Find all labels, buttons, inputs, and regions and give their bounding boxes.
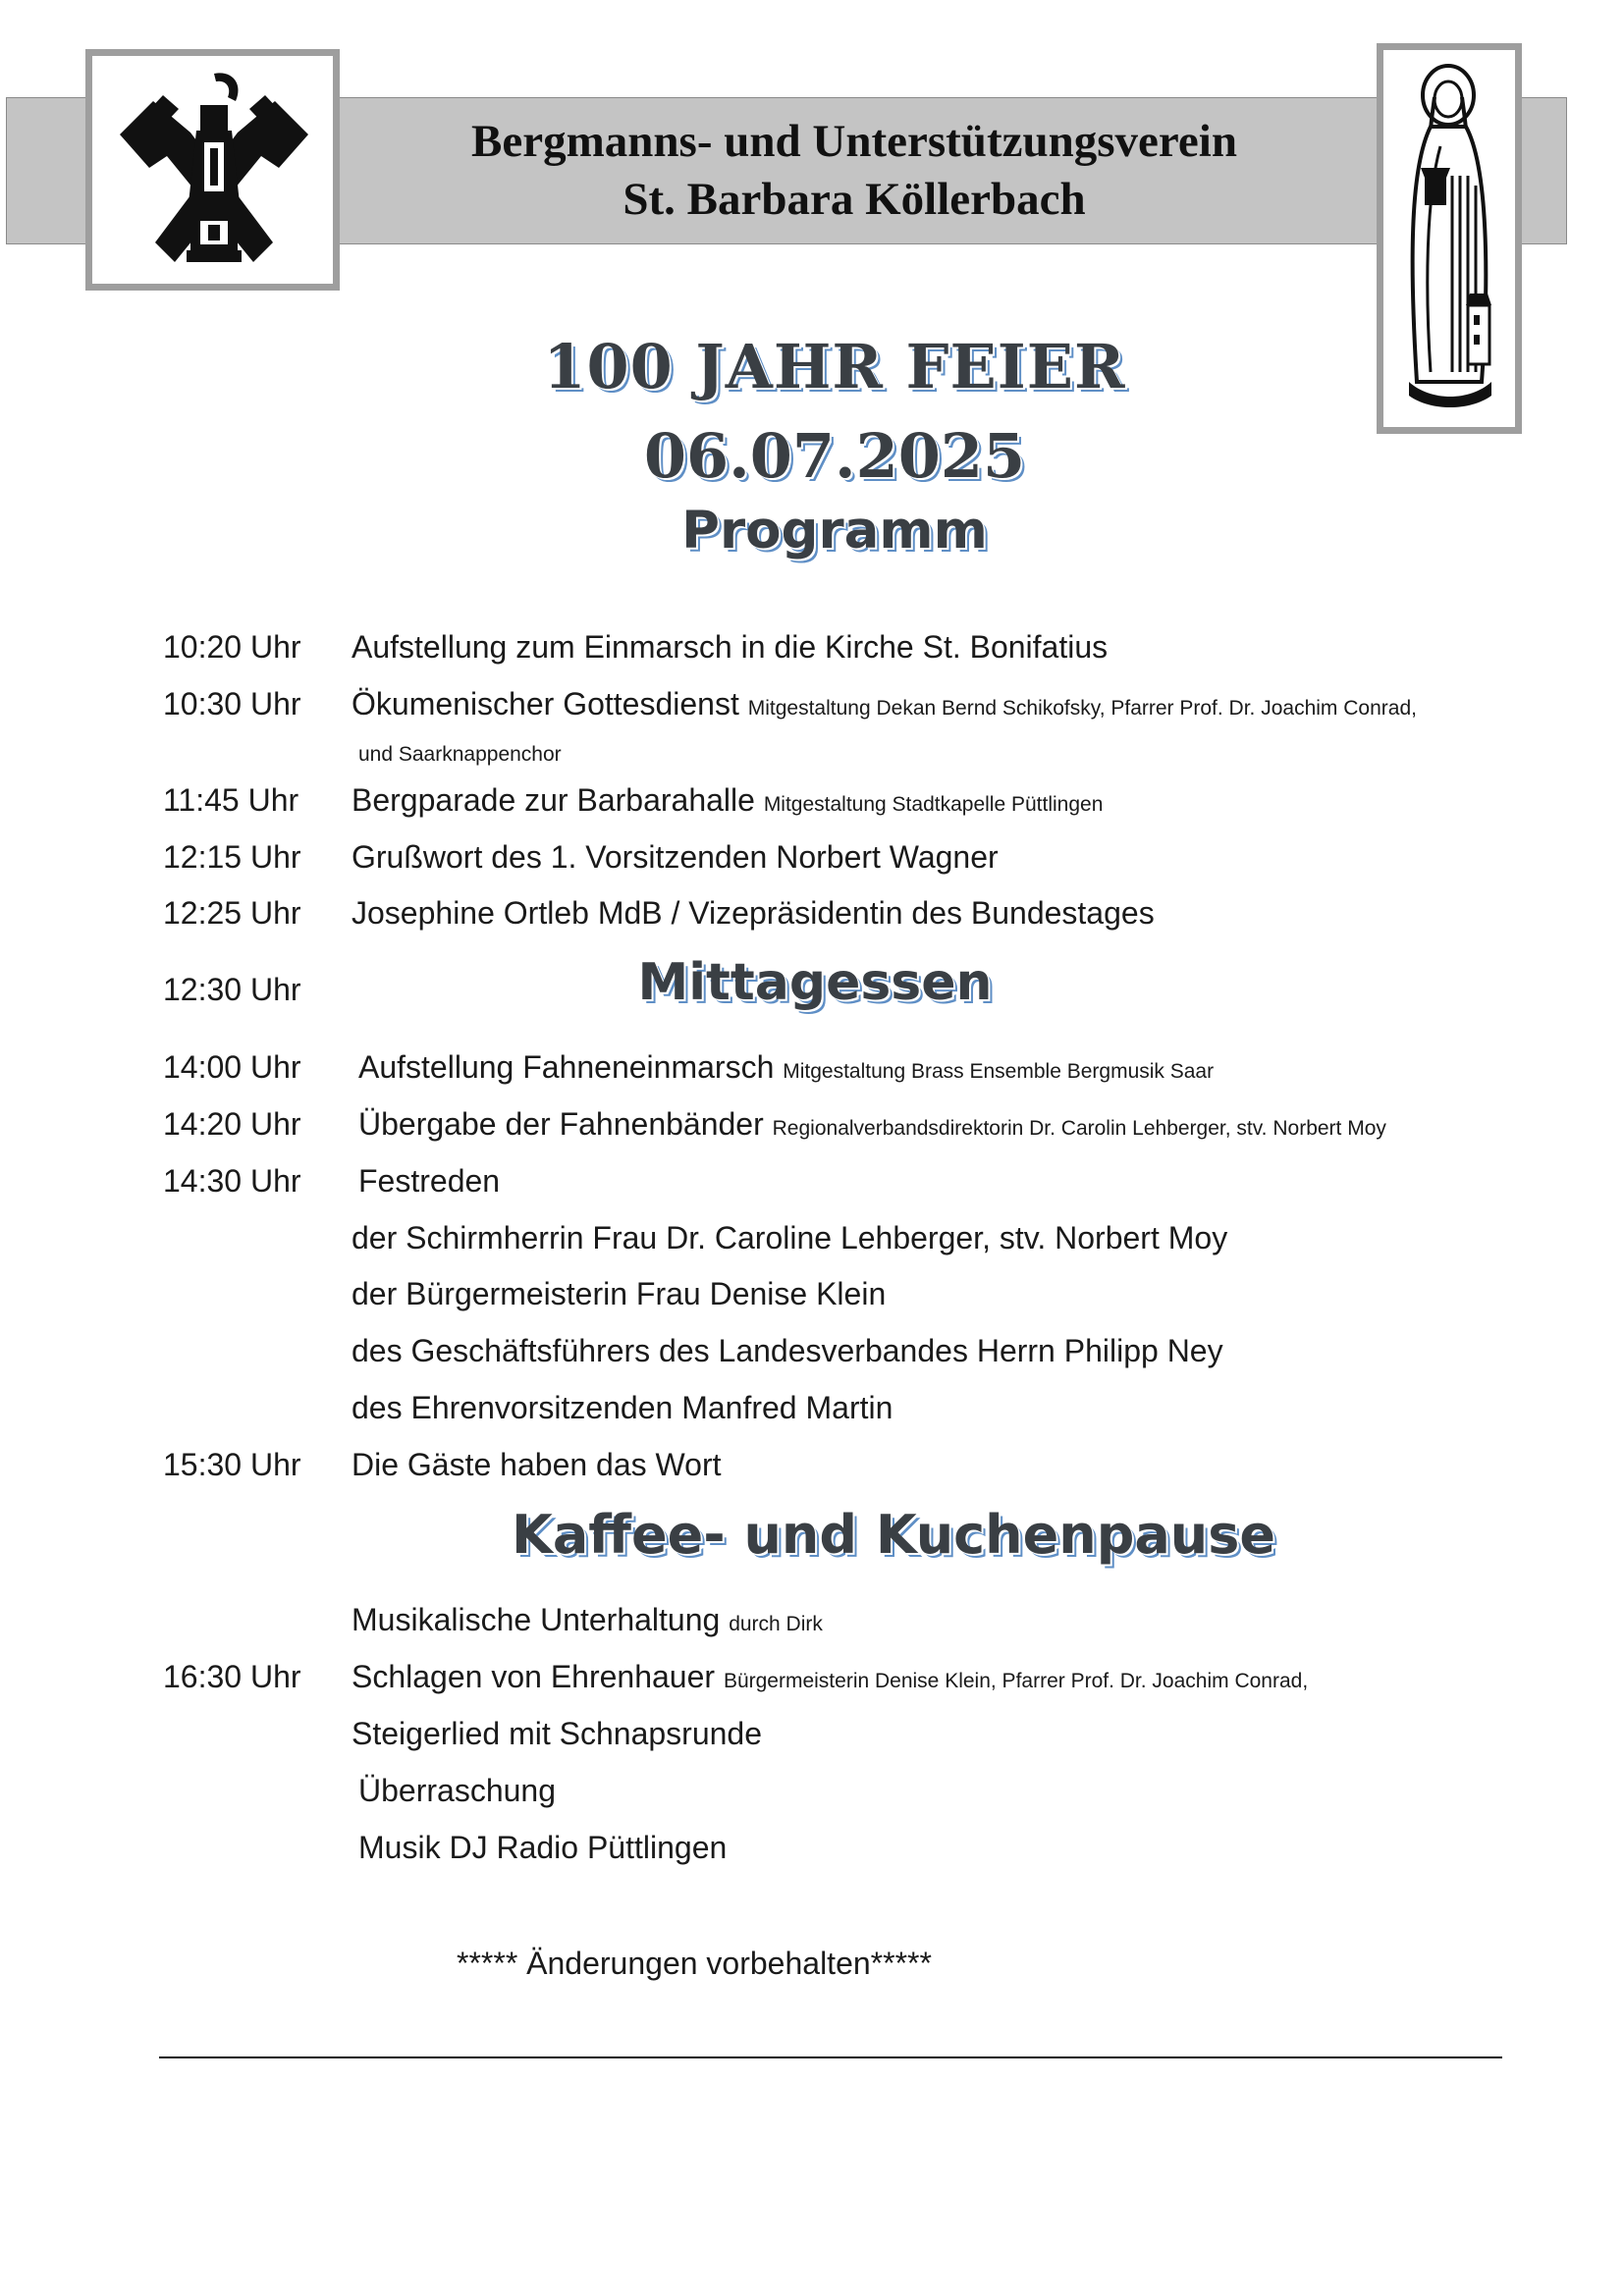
program-heading: Programm	[681, 501, 988, 561]
program-item	[352, 1604, 823, 1635]
coffee-break-heading: Kaffee- und Kuchenpause	[512, 1504, 1275, 1566]
program-item: Überraschung	[358, 1773, 556, 1808]
speech-item: des Ehrenvorsitzenden Manfred Martin	[352, 1390, 893, 1425]
program-item-note: Mitgestaltung Dekan Bernd Schikofsky, Pfarrer Prof. Dr. Joachim Conrad,	[747, 697, 1417, 720]
program-time: 14:30 Uhr	[163, 1163, 301, 1199]
program-item: Festreden	[358, 1163, 501, 1199]
program-item: Grußwort des 1. Vorsitzenden Norbert Wagner	[352, 839, 999, 875]
speech-item: der Schirmherrin Frau Dr. Caroline Lehberger, stv. Norbert Moy	[352, 1220, 1228, 1255]
program-item-note: Mitgestaltung Brass Ensemble Bergmusik Saar	[783, 1060, 1215, 1083]
program-item	[352, 784, 1103, 816]
program-item-note: Mitgestaltung Stadtkapelle Püttlingen	[763, 793, 1104, 816]
program-item	[352, 688, 1417, 720]
program-item: Steigerlied mit Schnapsrunde	[352, 1716, 763, 1751]
footer-divider	[159, 2056, 1502, 2058]
program-item-title: Bergparade zur Barbarahalle	[352, 782, 755, 818]
hammer-and-pick-icon	[106, 66, 322, 277]
program-item: Musik DJ Radio Püttlingen	[358, 1830, 728, 1865]
program-item: Josephine Ortleb MdB / Vizepräsidentin des Bundestages	[352, 895, 1155, 931]
program-item-note: durch Dirk	[729, 1613, 823, 1635]
program-item-note: und Saarknappenchor	[358, 743, 562, 766]
program-time: 12:15 Uhr	[163, 839, 301, 875]
speech-item: der Bürgermeisterin Frau Denise Klein	[352, 1276, 887, 1311]
program-item	[358, 1051, 1214, 1083]
logo-frame	[85, 49, 340, 291]
program-item-title: Übergabe der Fahnenbänder	[358, 1106, 764, 1142]
program-item-title: Schlagen von Ehrenhauer	[352, 1659, 716, 1694]
program-time: 14:00 Uhr	[163, 1049, 301, 1085]
saint-frame	[1377, 43, 1522, 434]
program-item-note: Bürgermeisterin Denise Klein, Pfarrer Prof. Dr. Joachim Conrad,	[723, 1670, 1309, 1692]
program-time: 16:30 Uhr	[163, 1659, 301, 1694]
speech-item: des Geschäftsführers des Landesverbandes Herrn Philipp Ney	[352, 1333, 1223, 1368]
saint-barbara-icon	[1391, 58, 1507, 419]
program-time: 12:25 Uhr	[163, 895, 301, 931]
program-item	[358, 1108, 1386, 1140]
program-time: 15:30 Uhr	[163, 1447, 301, 1482]
program-time: 14:20 Uhr	[163, 1106, 301, 1142]
program-item	[352, 1661, 1308, 1692]
program-time: 11:45 Uhr	[163, 782, 299, 818]
org-name-line2: St. Barbara Köllerbach	[623, 174, 1086, 225]
program-item: Die Gäste haben das Wort	[352, 1447, 722, 1482]
org-name-line1: Bergmanns- und Unterstützungsverein	[471, 116, 1237, 167]
program-item-note: Regionalverbandsdirektorin Dr. Carolin Lehberger, stv. Norbert Moy	[772, 1117, 1386, 1140]
event-title: 100 JAHR FEIER	[543, 331, 1126, 402]
program-time: 10:30 Uhr	[163, 686, 301, 721]
changes-reserved-note: ***** Änderungen vorbehalten*****	[457, 1946, 932, 1981]
event-date: 06.07.2025	[643, 420, 1026, 492]
program-item-title: Ökumenischer Gottesdienst	[352, 686, 739, 721]
program-time: 10:20 Uhr	[163, 629, 301, 665]
program-item: Aufstellung zum Einmarsch in die Kirche St. Bonifatius	[352, 629, 1109, 665]
program-item-title: Aufstellung Fahneneinmarsch	[358, 1049, 775, 1085]
lunch-heading: Mittagessen	[637, 953, 993, 1012]
program-item-title: Musikalische Unterhaltung	[352, 1602, 721, 1637]
program-time: 12:30 Uhr	[163, 972, 301, 1007]
